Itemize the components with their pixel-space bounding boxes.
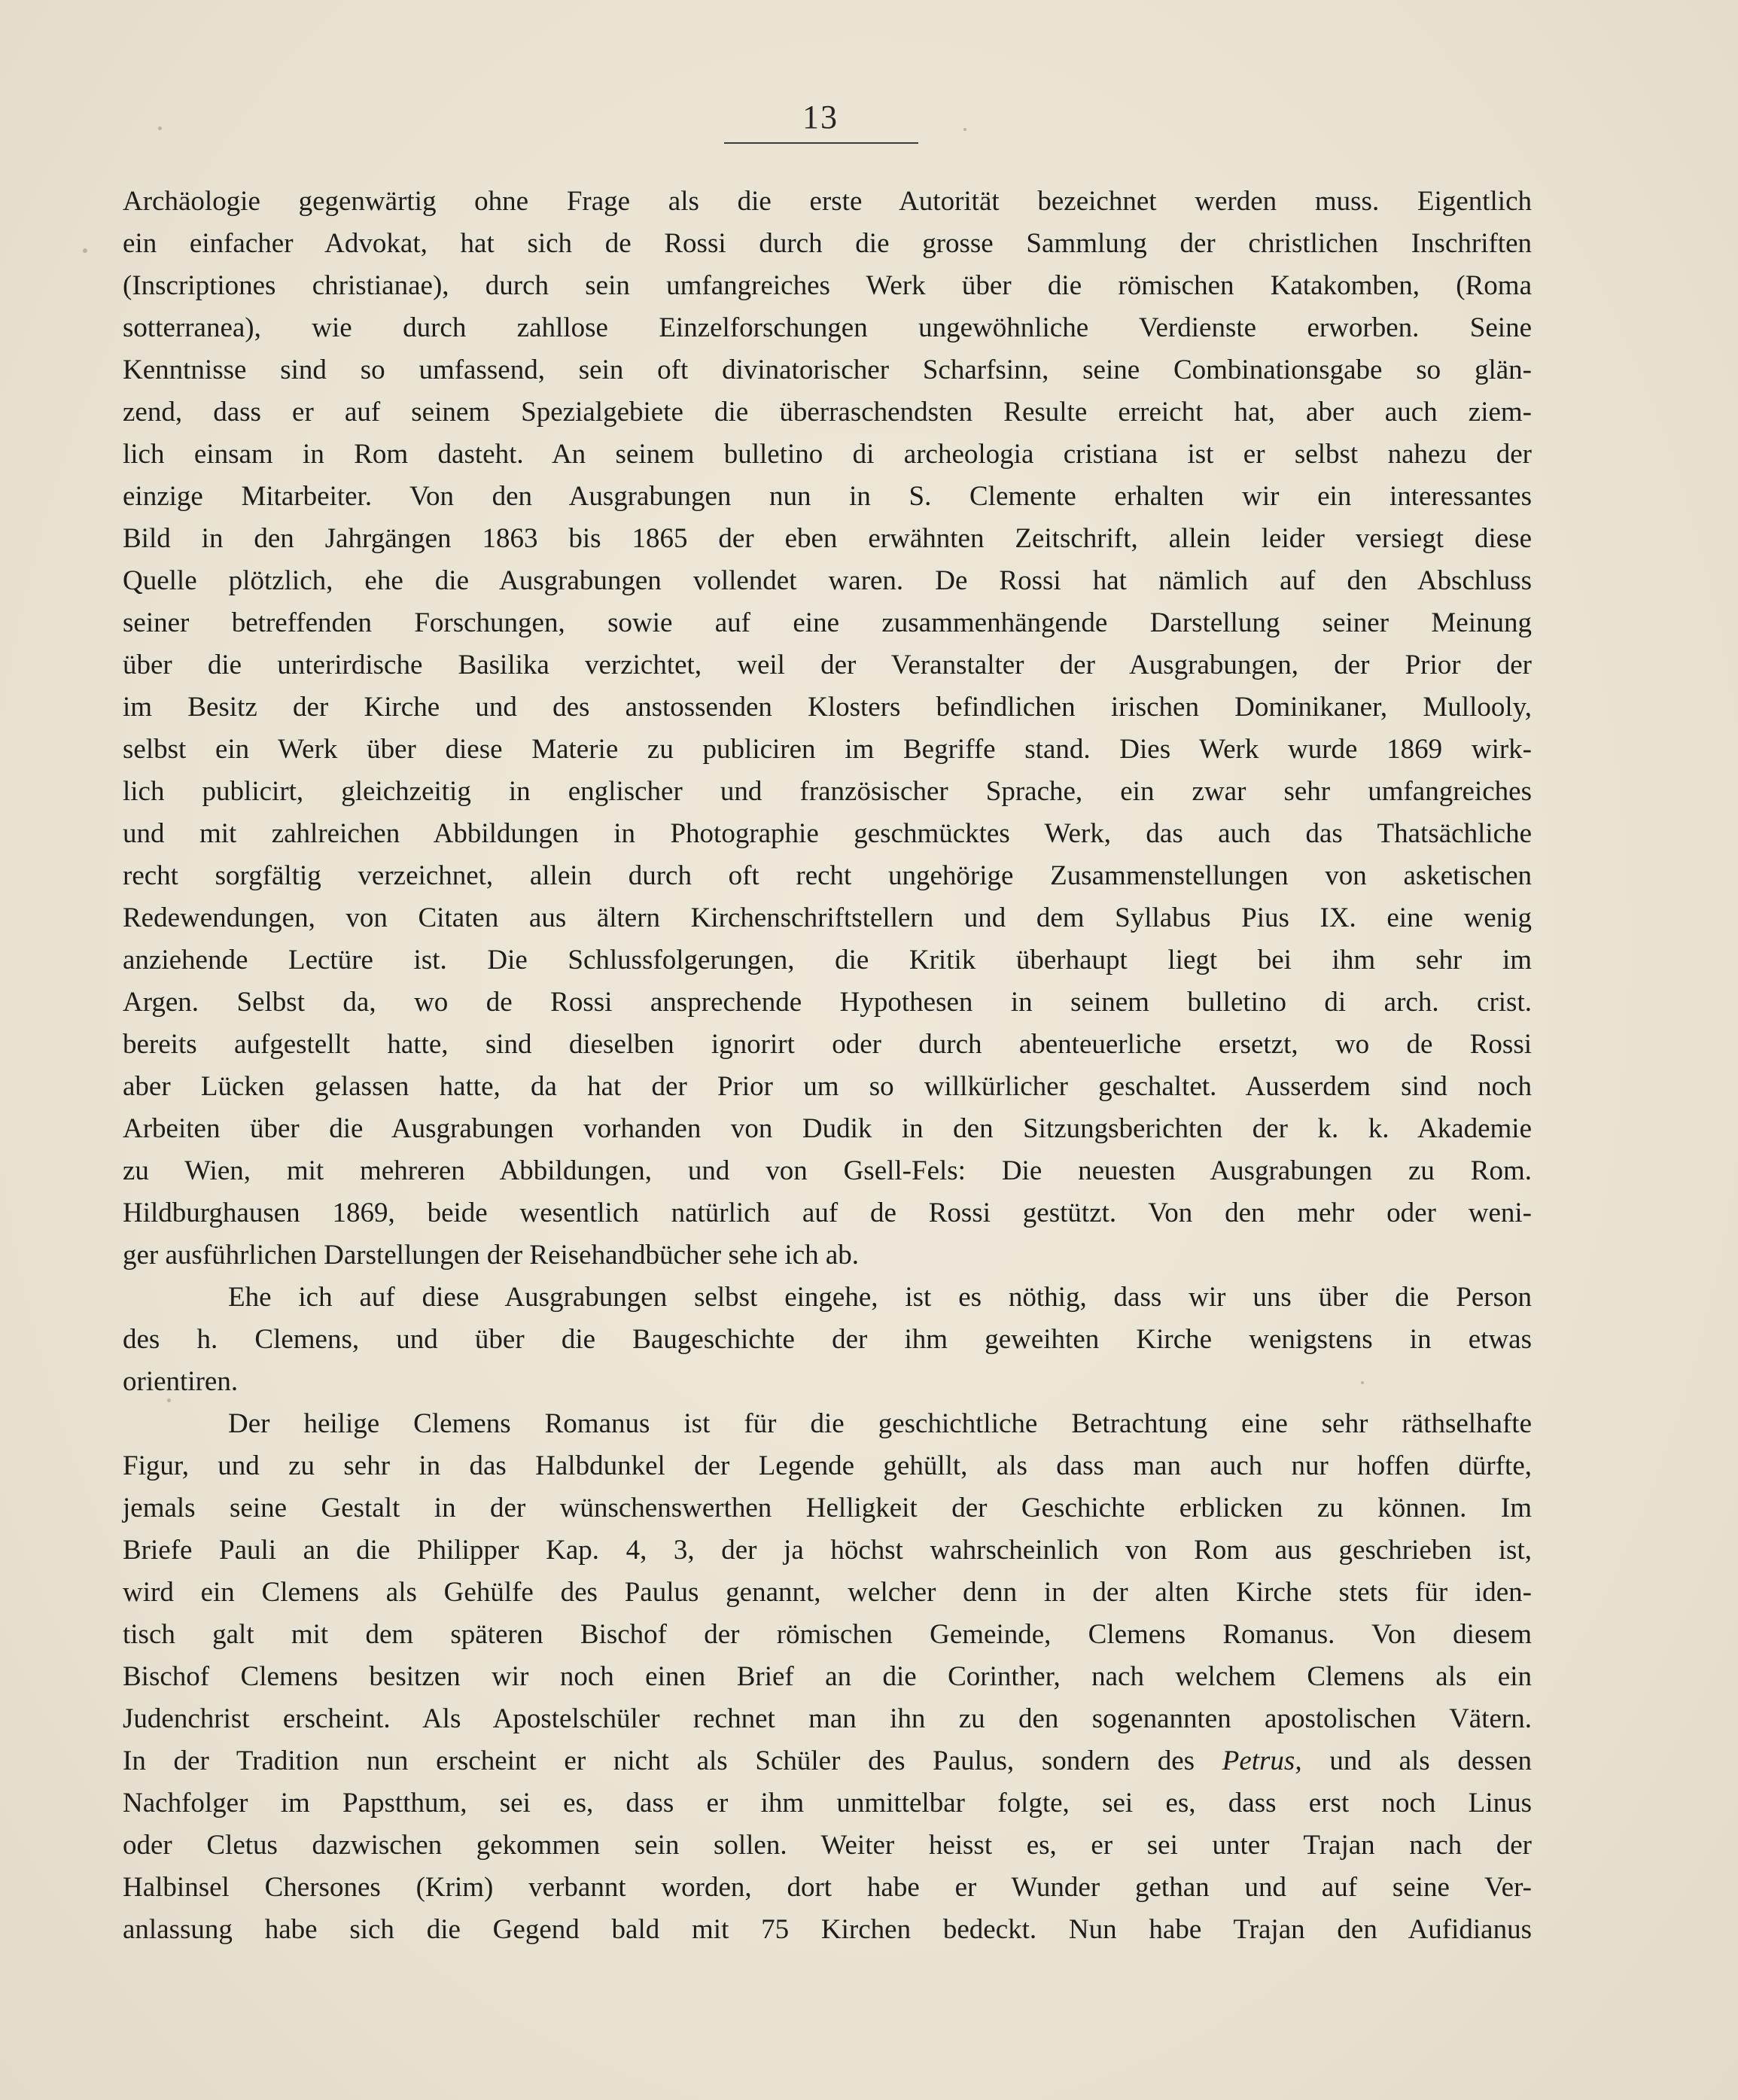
text-line: oder Cletus dazwischen gekommen sein sollen. Weiter heisst es, er sei unter Trajan nach der — [123, 1830, 1532, 1861]
text-line: lich einsam in Rom dasteht. An seinem bulletino di archeologia cristiana ist er selbst nahezu der — [123, 439, 1532, 470]
text-line: Halbinsel Chersones (Krim) verbannt worden, dort habe er Wunder gethan und auf seine Ver- — [123, 1872, 1532, 1903]
text-line: ein einfacher Advokat, hat sich de Rossi durch die grosse Sammlung der christlichen Inschriften — [123, 228, 1532, 259]
text-line: anziehende Lectüre ist. Die Schlussfolgerungen, die Kritik überhaupt liegt bei ihm sehr im — [123, 945, 1532, 975]
text-line: Redewendungen, von Citaten aus ältern Kirchenschriftstellern und dem Syllabus Pius IX. eine wenig — [123, 902, 1532, 933]
text-line: jemals seine Gestalt in der wünschenswerthen Helligkeit der Geschichte erblicken zu können. Im — [123, 1493, 1532, 1523]
text-line: Briefe Pauli an die Philipper Kap. 4, 3, der ja höchst wahrscheinlich von Rom aus geschrieben ist, — [123, 1535, 1532, 1566]
italic-name: Petrus, — [1222, 1745, 1302, 1776]
text-line: Nachfolger im Papstthum, sei es, dass er ihm unmittelbar folgte, sei es, dass erst noch Linus — [123, 1788, 1532, 1818]
text-line: Judenchrist erscheint. Als Apostelschüler rechnet man ihn zu den sogenannten apostolischen Vätern. — [123, 1703, 1532, 1734]
paper-speck — [167, 1398, 171, 1402]
page-number: 13 — [802, 99, 839, 135]
text-line: lich publicirt, gleichzeitig in englischer und französischer Sprache, ein zwar sehr umfangreiches — [123, 776, 1532, 807]
paragraph-start-line: Der heilige Clemens Romanus ist für die geschichtliche Betrachtung eine sehr räthselhafte — [228, 1408, 1532, 1439]
text-line: einzige Mitarbeiter. Von den Ausgrabungen nun in S. Clemente erhalten wir ein interessantes — [123, 481, 1532, 512]
text-line: Argen. Selbst da, wo de Rossi ansprechende Hypothesen in seinem bulletino di arch. crist. — [123, 987, 1532, 1018]
text-line: Kenntnisse sind so umfassend, sein oft divinatorischer Scharfsinn, seine Combinationsgabe so glän- — [123, 355, 1532, 385]
text-line: Hildburghausen 1869, beide wesentlich natürlich auf de Rossi gestützt. Von den mehr oder weni- — [123, 1198, 1532, 1228]
text-line: zu Wien, mit mehreren Abbildungen, und von Gsell-Fels: Die neuesten Ausgrabungen zu Rom. — [123, 1155, 1532, 1186]
text-line: Quelle plötzlich, ehe die Ausgrabungen vollendet waren. De Rossi hat nämlich auf den Abschluss — [123, 565, 1532, 596]
text-line: recht sorgfältig verzeichnet, allein durch oft recht ungehörige Zusammenstellungen von asketischen — [123, 860, 1532, 891]
text-line: wird ein Clemens als Gehülfe des Paulus genannt, welcher denn in der alten Kirche stets für iden- — [123, 1577, 1532, 1608]
text-line: über die unterirdische Basilika verzichtet, weil der Veranstalter der Ausgrabungen, der Prior der — [123, 650, 1532, 680]
text-line: seiner betreffenden Forschungen, sowie auf eine zusammenhängende Darstellung seiner Meinung — [123, 607, 1532, 638]
paragraph-start-line: Ehe ich auf diese Ausgrabungen selbst eingehe, ist es nöthig, dass wir uns über die Person — [228, 1282, 1532, 1313]
text-line: (Inscriptiones christianae), durch sein umfangreiches Werk über die römischen Katakomben, (Roma — [123, 270, 1532, 301]
body-text — [123, 181, 1532, 1951]
paragraph-end-line: orientiren. — [123, 1366, 239, 1397]
text-line: Archäologie gegenwärtig ohne Frage als die erste Autorität bezeichnet werden muss. Eigentlich — [123, 186, 1532, 217]
text-line: Bild in den Jahrgängen 1863 bis 1865 der eben erwähnten Zeitschrift, allein leider versiegt diese — [123, 523, 1532, 554]
text-line: im Besitz der Kirche und des anstossenden Klosters befindlichen irischen Dominikaner, Mullooly, — [123, 692, 1532, 723]
text-segment: In der Tradition nun erscheint er nicht als Schüler des Paulus, sondern des — [123, 1745, 1222, 1776]
paper-speck — [158, 126, 162, 130]
text-line: selbst ein Werk über diese Materie zu publiciren im Begriffe stand. Dies Werk wurde 1869 wirk- — [123, 734, 1532, 765]
text-line: sotterranea), wie durch zahllose Einzelforschungen ungewöhnliche Verdienste erworben. Seine — [123, 312, 1532, 343]
text-line: aber Lücken gelassen hatte, da hat der Prior um so willkürlicher geschaltet. Ausserdem sind noch — [123, 1071, 1532, 1102]
paper-speck — [83, 248, 87, 253]
text-line: und mit zahlreichen Abbildungen in Photographie geschmücktes Werk, das auch das Thatsächliche — [123, 818, 1532, 849]
text-line: Figur, und zu sehr in das Halbdunkel der Legende gehüllt, als dass man auch nur hoffen dürfte, — [123, 1450, 1532, 1481]
text-line: zend, dass er auf seinem Spezialgebiete die überraschendsten Resulte erreicht hat, aber auch ziem- — [123, 397, 1532, 428]
text-line: bereits aufgestellt hatte, sind dieselben ignorirt oder durch abenteuerliche ersetzt, wo de Rossi — [123, 1029, 1532, 1060]
text-segment: und als dessen — [1301, 1745, 1532, 1776]
paragraph-end-line: ger ausführlichen Darstellungen der Reisehandbücher sehe ich ab. — [123, 1240, 860, 1271]
paper-speck — [963, 128, 966, 131]
header-rule — [724, 142, 918, 144]
text-line-with-italic — [123, 1740, 1532, 1782]
text-line: Arbeiten über die Ausgrabungen vorhanden von Dudik in den Sitzungsberichten der k. k. Akademie — [123, 1113, 1532, 1144]
text-line: des h. Clemens, und über die Baugeschichte der ihm geweihten Kirche wenigstens in etwas — [123, 1324, 1532, 1355]
text-line: Bischof Clemens besitzen wir noch einen Brief an die Corinther, nach welchem Clemens als ein — [123, 1661, 1532, 1692]
text-line: anlassung habe sich die Gegend bald mit 75 Kirchen bedeckt. Nun habe Trajan den Aufidianus — [123, 1914, 1532, 1945]
paper-speck — [1361, 1381, 1364, 1384]
text-line: tisch galt mit dem späteren Bischof der römischen Gemeinde, Clemens Romanus. Von diesem — [123, 1619, 1532, 1650]
